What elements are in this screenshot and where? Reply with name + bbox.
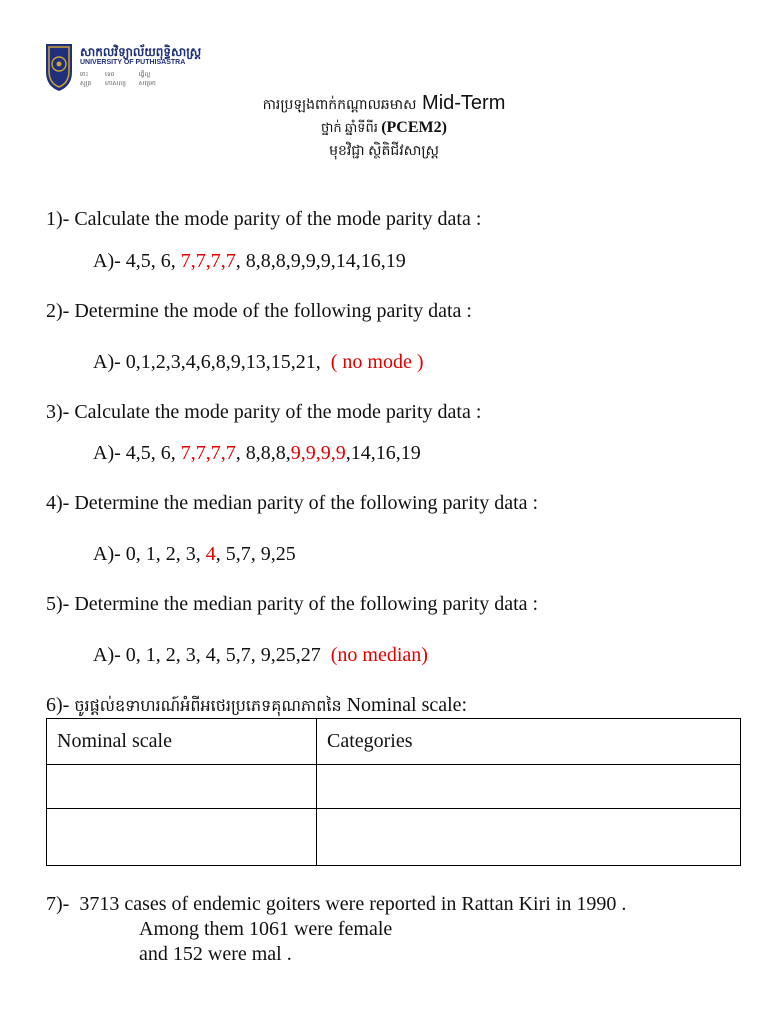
logo-motto: ចេះសូត្រ bbox=[80, 72, 92, 87]
question-7-line-2: Among them 1061 were female bbox=[139, 918, 393, 940]
question-7-line-3: and 152 were mal . bbox=[139, 943, 292, 965]
university-logo bbox=[44, 40, 202, 96]
table-cell bbox=[317, 809, 741, 866]
table-header-row bbox=[47, 719, 741, 765]
table-cell bbox=[317, 765, 741, 809]
question-6: 6)- ចូរផ្ដល់ឧទាហរណ៍អំពីអថេរប្រភេទគុណភាពនៃ Nominal scale: bbox=[46, 694, 468, 716]
answer-3: A)- 4,5, 6, 7,7,7,7, 8,8,8,9,9,9,9,14,16,19 bbox=[93, 442, 421, 464]
table-row bbox=[47, 809, 741, 866]
question-7-line-1: 7)- 3713 cases of endemic goiters were reported in Rattan Kiri in 1990 . bbox=[46, 893, 627, 915]
answer-highlight: ( no mode ) bbox=[330, 351, 424, 373]
question-4: 4)- Determine the median parity of the following parity data : bbox=[46, 492, 539, 514]
logo-motto: ទេពកោសល្យ bbox=[105, 72, 126, 87]
question-1: 1)- Calculate the mode parity of the mode parity data : bbox=[46, 208, 482, 230]
table-header-cell: Categories bbox=[317, 719, 741, 765]
question-5: 5)- Determine the median parity of the following parity data : bbox=[46, 593, 539, 615]
question-2: 2)- Determine the mode of the following parity data : bbox=[46, 300, 472, 322]
table-row bbox=[47, 765, 741, 809]
table-cell bbox=[47, 765, 317, 809]
answer-highlight: (no median) bbox=[330, 644, 428, 666]
answer-highlight: 9,9,9,9 bbox=[290, 442, 346, 464]
exam-subtitle bbox=[0, 119, 768, 139]
logo-motto: ធើ្វល្អសម្រេច bbox=[138, 72, 156, 87]
exam-title-main: Mid-Term bbox=[422, 92, 506, 114]
logo-mottos bbox=[80, 70, 162, 88]
answer-highlight: 7,7,7,7 bbox=[180, 442, 236, 464]
logo-khmer-name: សាកលវិទ្យាល័យពុទ្ធិសាស្ត្រ bbox=[80, 45, 202, 59]
exam-title-khmer: ការប្រឡងពាក់កណ្ដាលឆមាស bbox=[262, 96, 417, 112]
logo-english-name: UNIVERSITY OF PUTHISASTRA bbox=[80, 59, 186, 66]
question-3: 3)- Calculate the mode parity of the mode parity data : bbox=[46, 401, 482, 423]
question-6-khmer: ចូរផ្ដល់ឧទាហរណ៍អំពីអថេរប្រភេទគុណភាពនៃ bbox=[74, 698, 342, 715]
answer-5: A)- 0, 1, 2, 3, 4, 5,7, 9,25,27 (no median) bbox=[93, 644, 428, 666]
answer-4: A)- 0, 1, 2, 3, 4, 5,7, 9,25 bbox=[93, 543, 296, 565]
answer-highlight: 7,7,7,7 bbox=[180, 250, 236, 272]
answer-2: A)- 0,1,2,3,4,6,8,9,13,15,21, ( no mode ) bbox=[93, 351, 424, 373]
table-header-cell: Nominal scale bbox=[47, 719, 317, 765]
exam-class-khmer: ថ្នាក់ ឆ្នាំទីពីរ bbox=[321, 120, 382, 135]
exam-class-code: (PCEM2) bbox=[381, 119, 447, 136]
answer-highlight: 4 bbox=[205, 543, 216, 565]
table-cell bbox=[47, 809, 317, 866]
exam-subject: មុខវិជ្ជា ស្ថិតិជីវសាស្ត្រ bbox=[329, 144, 439, 159]
question-7 bbox=[46, 892, 626, 967]
nominal-scale-table bbox=[46, 718, 741, 866]
university-crest-icon bbox=[44, 42, 74, 92]
exam-title bbox=[0, 92, 768, 116]
answer-1: A)- 4,5, 6, 7,7,7,7, 8,8,8,9,9,9,14,16,19 bbox=[93, 250, 406, 272]
